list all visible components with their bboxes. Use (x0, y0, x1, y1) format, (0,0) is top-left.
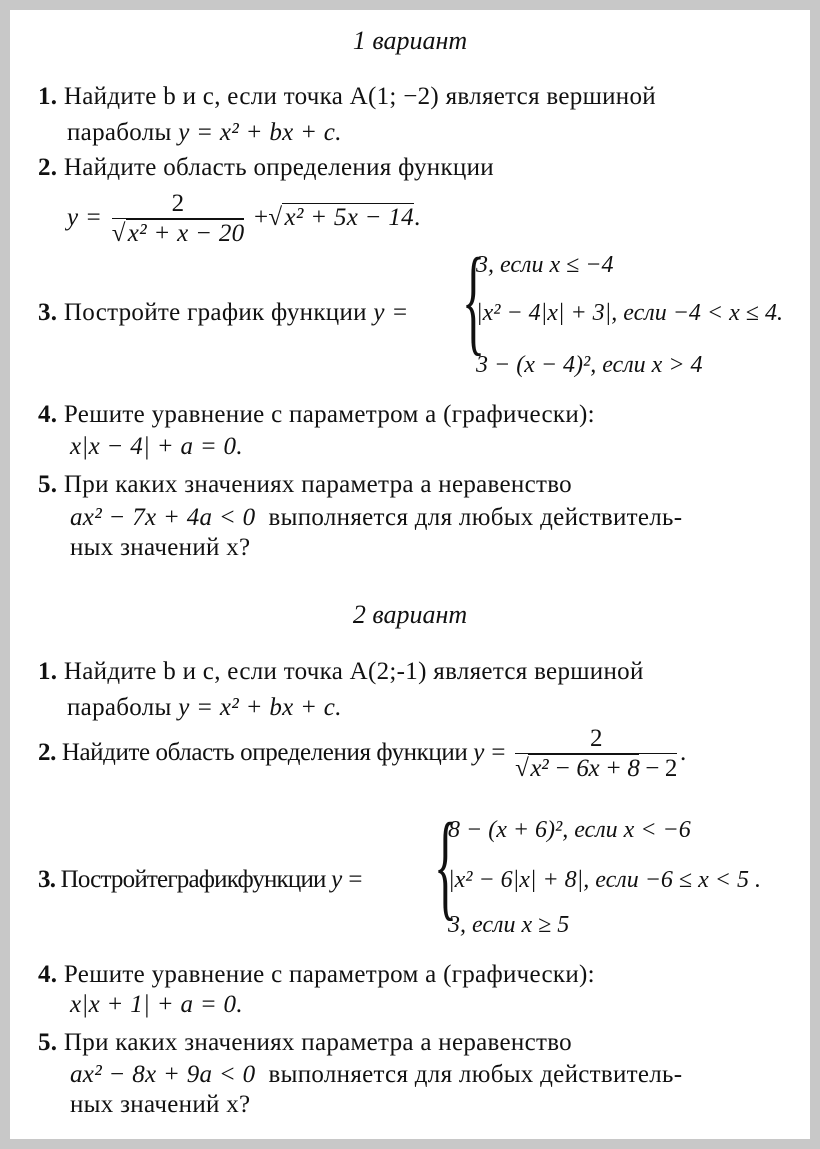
v1-q3-lhs: y = (373, 299, 409, 326)
v1-q1-line2 (67, 118, 342, 148)
v1-q3-text: Постройте график функции (63, 299, 367, 326)
v1-q4-text: Решите уравнение с параметром a (графически): (63, 401, 595, 428)
v1-q1-text: Найдите b и c, если точка A(1; −2) является вершиной (63, 83, 656, 110)
v1-q4-equation: x|x − 4| + a = 0. (70, 433, 243, 460)
v2-q5-inequality: ax² − 8x + 9a < 0 (70, 1061, 256, 1088)
v1-q2-text: Найдите область определения функции (63, 154, 494, 181)
variant2-title: 2 вариант (352, 600, 468, 629)
v2-q5-line2 (70, 1060, 682, 1090)
v2-q1-line2 (67, 693, 342, 723)
v1-q3-number: 3. (38, 299, 58, 326)
v1-q2-numerator: 2 (112, 190, 245, 219)
v2-q2-denominator-tail: − 2 (639, 755, 677, 782)
v1-q5-line3: ных значений x? (70, 534, 251, 561)
v2-q1-number: 1. (38, 658, 58, 685)
v2-q1-line1 (38, 657, 644, 687)
v1-q4-line1 (38, 400, 595, 430)
v1-q2-plus: + (254, 204, 269, 232)
v2-q2-text: Найдите область определения функции (61, 739, 468, 767)
v1-q2-formula: y = $\frac{2}{\text{√x² + x − 20}}$ +√x² + 5x − 14. (67, 190, 421, 247)
v2-q2-line (38, 725, 686, 784)
v1-q3-line (38, 298, 409, 328)
worksheet-page (10, 10, 810, 1139)
v1-q5-inequality: ax² − 7x + 4a < 0 (70, 504, 256, 531)
v1-q4-number: 4. (38, 401, 58, 428)
v2-q3-line (38, 865, 363, 895)
v2-q4-number: 4. (38, 961, 58, 988)
v2-q2-period: . (679, 739, 686, 767)
v2-q1-text: Найдите b и c, если точка A(2;-1) является вершиной (63, 658, 644, 685)
v2-q1-parabola-label: параболы (67, 694, 172, 721)
v1-q3-brace: { (462, 233, 486, 366)
v2-q2-lhs: y = (473, 739, 507, 767)
v1-q2-lhs: y = (67, 204, 103, 232)
v1-q3-case-3: 3 − (x − 4)², если x > 4 (476, 352, 703, 378)
v1-q2-period: . (413, 204, 421, 232)
v1-q5-text2: выполняется для любых действитель- (268, 504, 683, 531)
v2-q5-text2: выполняется для любых действитель- (268, 1061, 683, 1088)
v2-q3-case-3: 3, если x ≥ 5 (448, 912, 570, 938)
v2-q3-brace: { (434, 798, 458, 931)
v1-q1-number: 1. (38, 83, 58, 110)
v1-q1-line1 (38, 82, 656, 112)
v2-q5-line1 (38, 1028, 572, 1058)
v1-q2-root: x² + 5x − 14 (284, 204, 414, 232)
v2-q5-text: При каких значениях параметра a неравенство (63, 1029, 572, 1056)
v1-q3-case-1: 3, если x ≤ −4 (476, 252, 614, 278)
v1-q5-line1 (38, 470, 572, 500)
v1-q5-line2 (70, 503, 682, 533)
variant1-title: 1 вариант (352, 26, 468, 55)
v1-q2-fraction: $\frac{2}{\text{√x² + x − 20}}$ (111, 190, 245, 247)
v2-q3-lhs: y = (331, 866, 363, 893)
v2-q2-fraction: $\frac{2}{\text{√x² − 6x + 8 − 2}}$ (515, 725, 677, 782)
v2-q2-root: x² − 6x + 8 (530, 755, 640, 782)
v2-q4-text: Решите уравнение с параметром a (графически): (63, 961, 595, 988)
v2-q4-line1 (38, 960, 595, 990)
v2-q3-number: 3. (38, 866, 56, 893)
v2-q3-case-1: 8 − (x + 6)², если x < −6 (448, 817, 691, 843)
v1-q5-text: При каких значениях параметра a неравенство (63, 471, 572, 498)
v2-q4-equation: x|x + 1| + a = 0. (70, 991, 243, 1018)
v2-q2-numerator: 2 (515, 725, 677, 754)
v2-q3-case-2: |x² − 6|x| + 8|, если −6 ≤ x < 5 . (448, 867, 761, 893)
v1-q2-number: 2. (38, 154, 58, 181)
v1-q3-case-2: |x² − 4|x| + 3|, если −4 < x ≤ 4. (476, 300, 783, 326)
v1-q2-denominator: x² + x − 20 (127, 220, 245, 247)
v2-q1-formula: y = x² + bx + c. (178, 694, 342, 721)
v2-q5-line3: ных значений x? (70, 1091, 251, 1118)
v2-q5-number: 5. (38, 1029, 58, 1056)
v1-q2-line1 (38, 153, 494, 183)
v2-q2-number: 2. (38, 739, 56, 767)
v1-q1-parabola-label: параболы (67, 119, 172, 146)
v1-q5-number: 5. (38, 471, 58, 498)
v2-q3-text: Постройтеграфикфункции (60, 866, 326, 893)
v1-q1-formula: y = x² + bx + c. (178, 119, 342, 146)
